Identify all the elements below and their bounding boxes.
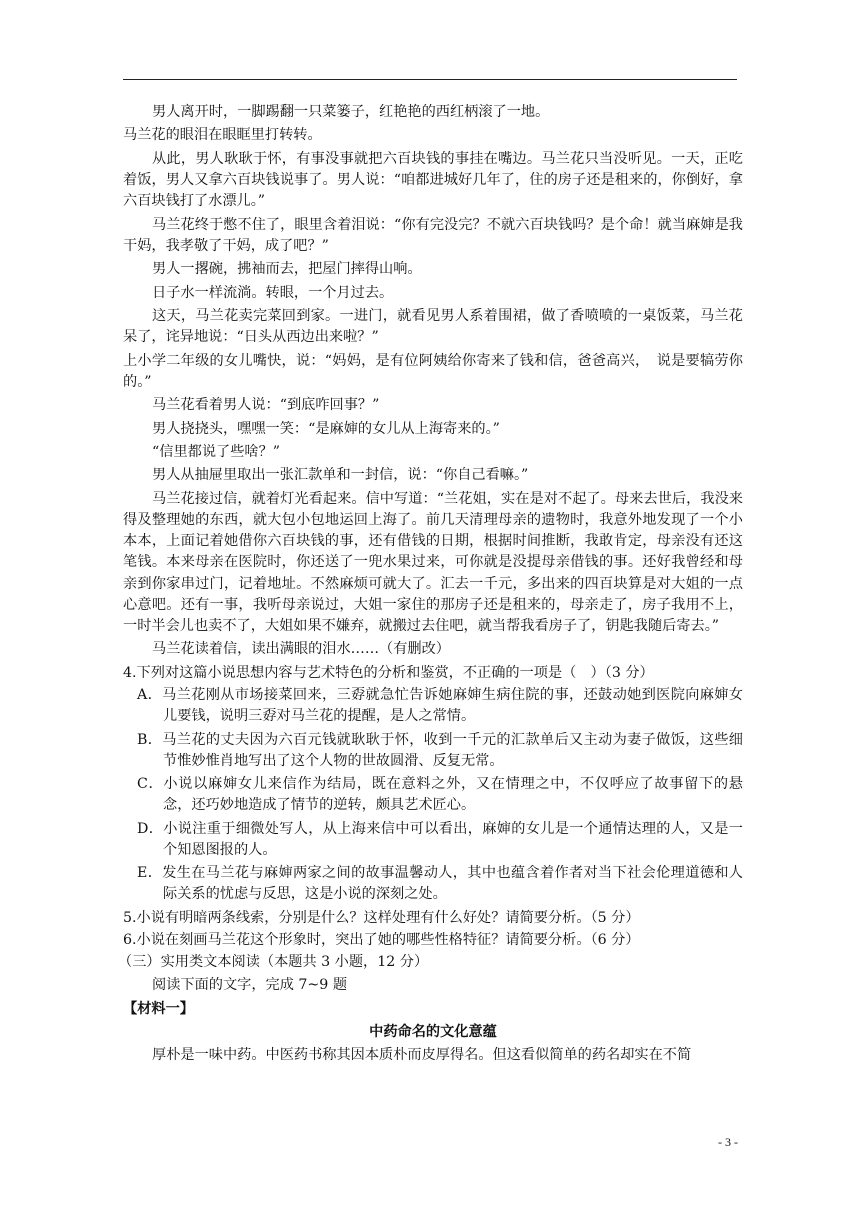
story-paragraph-13: 马兰花接过信，就着灯光看起来。信中写道：“兰花姐，实在是对不起了。母来去世后，我没来得及整理她的东西，就大包小包地运回上海了。前几天清理母亲的遗物时，我意外地发现了一个小本本，上面记着她借你六百块钱的事，还有借钱的日期，根据时间推断，我敢肯定，母亲没有还这笔钱。本来母亲在医院时，你还送了一兜水果过来，可你就是没提母亲借钱的事。还好我曾经和母亲到你家串过门，记着地址。不然麻烦可就大了。汇去一千元，多出来的四百块算是对大姐的一点心意吧。还有一事，我听母亲说过，大姐一家住的那房子还是租来的，母亲走了，房子我用不上，一时半会儿也卖不了，大姐如果不嫌弃，就搬过去住吧，就当帮我看房子了，钥匙我随后寄去。” [123, 490, 743, 634]
story-paragraph-10: 男人挠挠头，嘿嘿一笑：“是麻婶的女儿从上海寄来的。” [152, 420, 500, 437]
story-paragraph-8: 上小学二年级的女儿嘴快，说：“妈妈，是有位阿姨给你寄来了钱和信，爸爸高兴， 说是要犒劳你的。” [123, 352, 743, 390]
story-paragraph-6: 日子水一样流淌。转眼，一个月过去。 [152, 284, 394, 301]
section-3-instruction: 阅读下面的文字，完成 7~9 题 [152, 977, 348, 994]
header-rule [123, 79, 737, 80]
story-paragraph-11: “信里都说了些啥？” [152, 443, 281, 460]
article-first-line: 厚朴是一味中药。中医药书称其因本质朴而皮厚得名。但这看似简单的药名却实在不简 [152, 1047, 692, 1064]
story-paragraph-4: 马兰花终于憋不住了，眼里含着泪说：“你有完没完？不就六百块钱吗？是个命！就当麻婶是我干妈，我孝敬了干妈，成了吧？” [123, 216, 743, 254]
question-4-option-b: B．马兰花的丈夫因为六百元钱就耿耿于怀，收到一千元的汇款单后又主动为妻子做饭，这些细节惟妙惟肖地写出了这个人物的世故圆滑、反复无常。 [137, 731, 743, 769]
question-6: 6.小说在刻画马兰花这个形象时，突出了她的哪些性格特征？请简要分析。（6 分） [123, 932, 640, 949]
story-paragraph-14: 马兰花读着信，读出满眼的泪水……（有删改） [152, 641, 450, 658]
section-3-heading: （三）实用类文本阅读（本题共 3 小题，12 分） [118, 954, 429, 971]
story-paragraph-7: 这天，马兰花卖完菜回到家。一进门，就看见男人系着围裙，做了香喷喷的一桌饭菜，马兰花呆了，诧异地说：“日头从西边出来啦？” [123, 307, 743, 346]
story-paragraph-12: 男人从抽屉里取出一张汇款单和一封信，说：“你自己看嘛。” [152, 467, 529, 484]
material-one-label: 【材料一】 [123, 1000, 194, 1017]
story-paragraph-9: 马兰花看着男人说：“到底咋回事？” [152, 397, 380, 414]
article-title: 中药命名的文化意蕴 [369, 1024, 497, 1041]
question-5: 5.小说有明暗两条线索，分别是什么？这样处理有什么好处？请简要分析。（5 分） [123, 909, 640, 926]
page-content [118, 102, 743, 1069]
question-4-option-c: C．小说以麻婶女儿来信作为结局，既在意料之外，又在情理之中，不仅呼应了故事留下的悬念，还巧妙地造成了情节的逆转，颇具艺术匠心。 [137, 776, 743, 814]
question-4-option-e: E．发生在马兰花与麻婶两家之间的故事温馨动人，其中也蕴含着作者对当下社会伦理道德和人际关系的忧虑与反思，这是小说的深刻之处。 [137, 865, 743, 903]
story-paragraph-2: 马兰花的眼泪在眼眶里打转转。 [123, 127, 322, 144]
question-4-stem: 4.下列对这篇小说思想内容与艺术特色的分析和鉴赏，不正确的一项是（ ）（3 分） [123, 664, 654, 681]
story-paragraph-3: 从此，男人耿耿于怀，有事没事就把六百块钱的事挂在嘴边。马兰花只当没听见。一天，正吃着饭，男人又拿六百块钱说事了。男人说：“咱都进城好几年了，住的房子还是租来的，你倒好，拿六百块钱打了水漂儿。” [123, 150, 743, 210]
question-4-option-d: D．小说注重于细微处写人，从上海来信中可以看出，麻婶的女儿是一个通情达理的人，又是一个知恩图报的人。 [137, 820, 743, 858]
story-paragraph-5: 男人一撂碗，拂袖而去，把屋门摔得山响。 [152, 261, 422, 278]
story-paragraph-1: 男人离开时，一脚踢翻一只菜篓子，红艳艳的西红柄滚了一地。 [152, 104, 550, 120]
question-4-option-a: A．马兰花刚从市场接菜回来，三孬就急忙告诉她麻婶生病住院的事，还鼓动她到医院向麻婶女儿要钱，说明三孬对马兰花的提醒，是人之常情。 [137, 686, 743, 725]
page-number: - 3 - [718, 1135, 738, 1149]
